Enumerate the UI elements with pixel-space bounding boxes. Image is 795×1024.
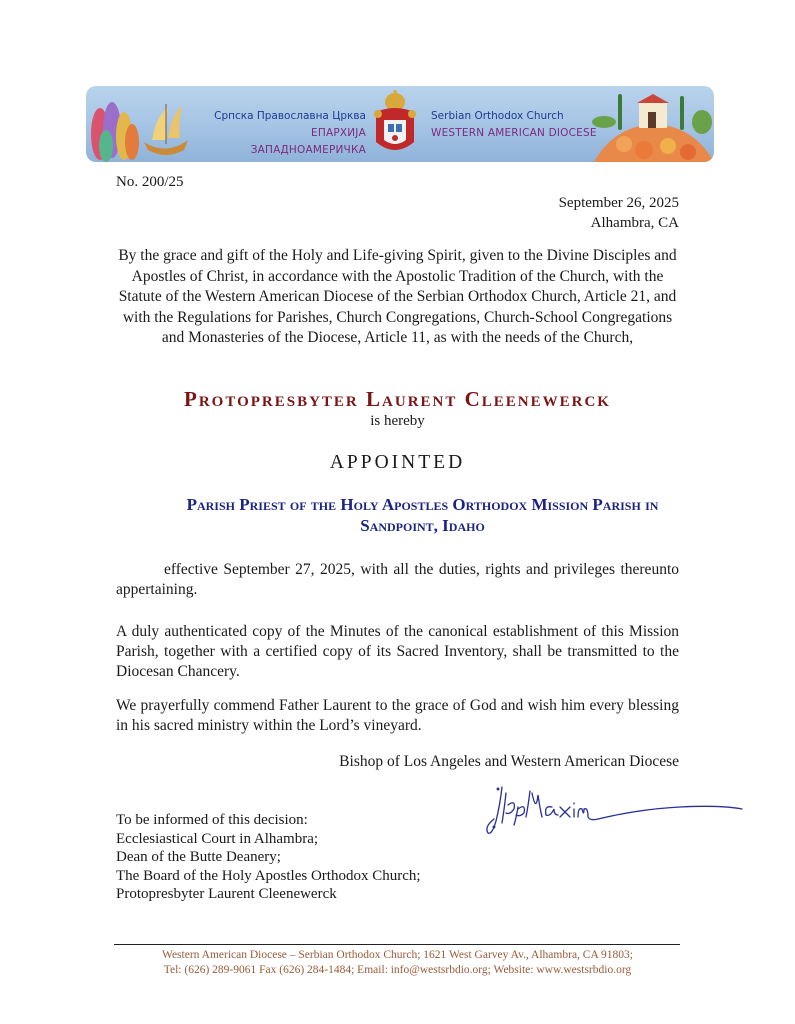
signature-icon <box>480 783 745 843</box>
letterhead-diocese-name-latin: WESTERN AMERICAN DIOCESE <box>431 127 597 139</box>
appointment-position: Parish Priest of the Holy Apostles Orthodox Mission Parish in Sandpoint, Idaho <box>186 495 659 535</box>
preamble-text: By the grace and gift of the Holy and Life-giving Spirit, given to the Divine Disciples and Apostles of Christ, in accordance with the Apostolic Tradition of the Church, with the Statute of the Western American Diocese of the Serbian Orthodox Church, Article 21, and with the Regulations for Parishes, Church Congregations, Church-School Congregations and Monasteries of the Diocese, Article 11, as with the needs of the Church, <box>118 247 677 346</box>
paragraph-effective: effective September 27, 2025, with all the duties, rights and privileges thereunto appertaining. <box>116 561 679 598</box>
letterhead-church-name-cyrillic: Српска Православна Црква <box>214 110 366 122</box>
church-on-hill-artwork-icon <box>584 86 714 162</box>
distribution-list <box>116 811 421 904</box>
document-number: No. 200/25 <box>116 174 184 190</box>
footer-contact-details: Tel: (626) 289-9061 Fax (626) 284-1484; Email: info@westsrbdio.org; Website: www.westsrbdio.org <box>163 964 632 976</box>
paragraph-minutes: A duly authenticated copy of the Minutes of the canonical establishment of this Mission Parish, together with a certified copy of its Sacred Inventory, shall be transmitted to the Diocesan Chancery. <box>116 623 679 680</box>
distribution-heading: To be informed of this decision: <box>116 812 308 828</box>
document-date: September 26, 2025 <box>558 195 679 211</box>
date-place-block <box>559 193 679 233</box>
coat-of-arms-icon <box>370 90 420 160</box>
distribution-recipient: Protopresbyter Laurent Cleenewerck <box>116 886 337 902</box>
distribution-recipient: Ecclesiastical Court in Alhambra; <box>116 830 319 847</box>
letterhead-church-name-latin: Serbian Orthodox Church <box>431 110 564 122</box>
distribution-recipient: Dean of the Butte Deanery; <box>116 849 281 865</box>
appointee-name: Protopresbyter Laurent Cleenewerck <box>184 387 611 411</box>
is-hereby-text: is hereby <box>370 413 425 429</box>
letterhead-banner <box>86 86 714 162</box>
footer-contact <box>100 948 695 978</box>
paragraph-blessing: We prayerfully commend Father Laurent to the grace of God and wish him every blessing in his sacred ministry within the Lord’s vineyard. <box>116 697 679 734</box>
document-place: Alhambra, CA <box>590 215 679 231</box>
signatory-title: Bishop of Los Angeles and Western American Diocese <box>339 753 679 770</box>
letterhead-cyrillic <box>206 108 366 159</box>
letterhead-latin <box>431 108 601 142</box>
ship-artwork-icon <box>86 86 206 162</box>
letterhead-diocese-name-cyrillic: ЕПАРХИЈА ЗАПАДНОАМЕРИЧКА <box>250 127 366 156</box>
footer-divider <box>114 944 680 945</box>
footer-address: Western American Diocese – Serbian Orthodox Church; 1621 West Garvey Av., Alhambra, CA 91803; <box>162 949 633 961</box>
distribution-recipient: The Board of the Holy Apostles Orthodox Church; <box>116 867 421 884</box>
appointed-heading: APPOINTED <box>329 452 466 473</box>
